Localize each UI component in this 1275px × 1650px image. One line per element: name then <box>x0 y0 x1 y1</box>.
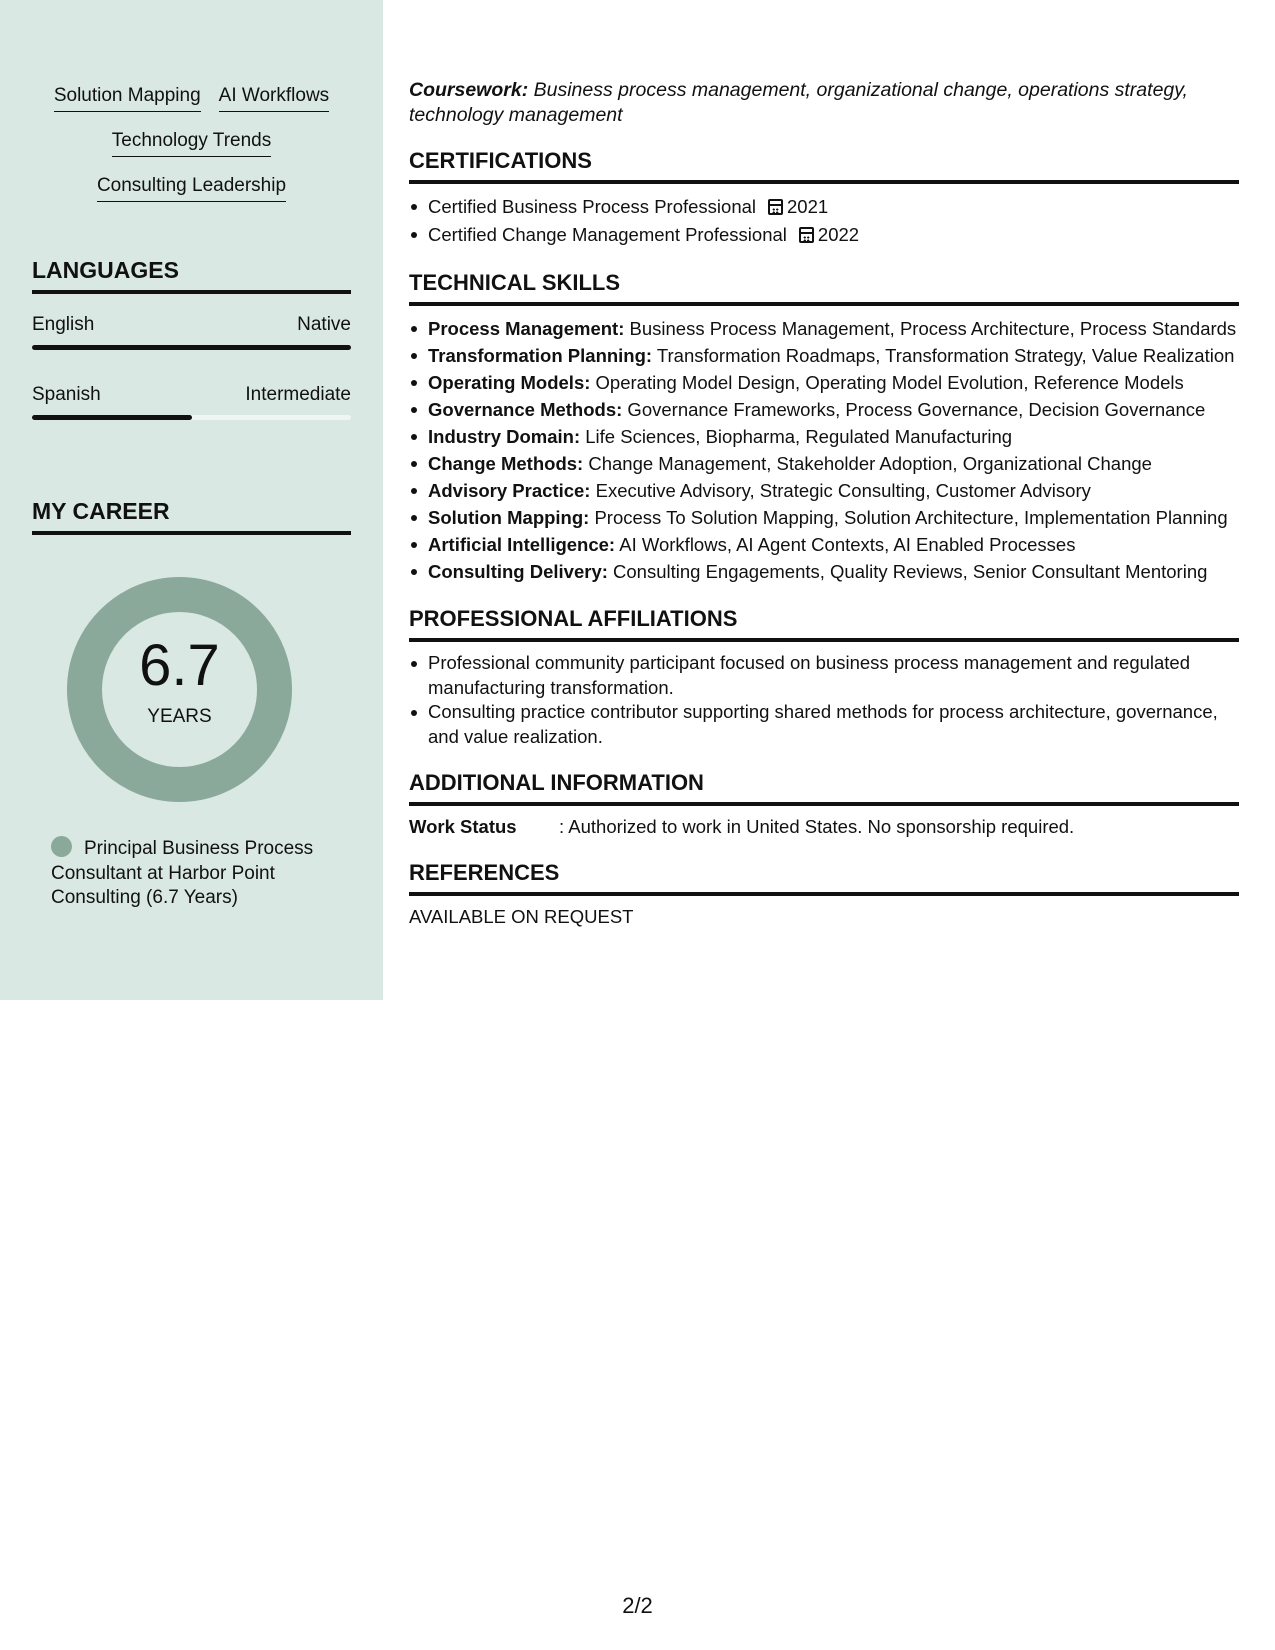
calendar-icon <box>768 199 783 215</box>
career-years-value: 6.7 <box>139 633 220 698</box>
certification-name: Certified Business Process Professional <box>428 196 757 217</box>
language-bar-fill <box>32 345 351 350</box>
references-heading: REFERENCES <box>409 859 1239 896</box>
main-content <box>409 78 1239 929</box>
skill-text: Executive Advisory, Strategic Consulting, Customer Advisory <box>590 480 1091 501</box>
technical-skills-heading: TECHNICAL SKILLS <box>409 269 1239 306</box>
skill-label: Solution Mapping: <box>428 507 590 528</box>
skill-item <box>409 558 1239 585</box>
language-name: Spanish <box>32 384 101 405</box>
skill-item <box>409 477 1239 504</box>
work-status-value: : Authorized to work in United States. No sponsorship required. <box>559 816 1075 837</box>
skill-label: Advisory Practice: <box>428 480 591 501</box>
skill-text: Life Sciences, Biopharma, Regulated Manufacturing <box>580 426 1013 447</box>
language-bar <box>32 415 351 420</box>
skill-text: Business Process Management, Process Architecture, Process Standards <box>624 318 1237 339</box>
calendar-icon <box>799 227 814 243</box>
skill-item <box>409 450 1239 477</box>
coursework <box>409 78 1239 127</box>
work-status-label: Work Status <box>409 816 517 837</box>
language-bar-fill <box>32 415 192 420</box>
skill-item <box>409 423 1239 450</box>
skill-label: Industry Domain: <box>428 426 581 447</box>
affiliations-section <box>409 605 1239 749</box>
additional-info-heading: ADDITIONAL INFORMATION <box>409 769 1239 806</box>
language-level: Native <box>297 314 351 335</box>
additional-info-section <box>409 769 1239 839</box>
certifications-section <box>409 147 1239 249</box>
language-bar <box>32 345 351 350</box>
affiliations-heading: PROFESSIONAL AFFILIATIONS <box>409 605 1239 642</box>
technical-skills-section <box>409 269 1239 585</box>
certification-year: 2022 <box>817 224 860 245</box>
tag: AI Workflows <box>219 84 330 112</box>
page-number: 2/2 <box>622 1593 653 1618</box>
skill-text: Operating Model Design, Operating Model Evolution, Reference Models <box>590 372 1184 393</box>
skill-tags <box>32 84 351 219</box>
career-years-label: YEARS <box>147 706 212 727</box>
references-text: AVAILABLE ON REQUEST <box>409 906 634 927</box>
career-item <box>51 836 341 911</box>
skill-text: AI Workflows, AI Agent Contexts, AI Enabled Processes <box>615 534 1076 555</box>
skill-label: Operating Models: <box>428 372 591 393</box>
skill-label: Change Methods: <box>428 453 584 474</box>
skill-label: Transformation Planning: <box>428 345 653 366</box>
skill-item <box>409 504 1239 531</box>
skill-item <box>409 315 1239 342</box>
affiliation-item: Consulting practice contributor supporting shared methods for process architecture, governance, and value realization. <box>409 700 1239 749</box>
certifications-heading: CERTIFICATIONS <box>409 147 1239 184</box>
certification-name: Certified Change Management Professional <box>428 224 787 245</box>
work-status-row <box>409 815 1239 839</box>
sidebar <box>0 0 383 1000</box>
career-item-text: Principal Business Process Consultant at Harbor Point Consulting (6.7 Years) <box>51 838 314 908</box>
skill-label: Artificial Intelligence: <box>428 534 616 555</box>
affiliation-item: Professional community participant focused on business process management and regulated manufacturing transformation. <box>409 651 1239 700</box>
language-level: Intermediate <box>245 384 351 405</box>
skill-text: Transformation Roadmaps, Transformation Strategy, Value Realization <box>652 345 1235 366</box>
skill-text: Governance Frameworks, Process Governance, Decision Governance <box>622 399 1206 420</box>
references-section <box>409 859 1239 929</box>
language-spanish <box>32 383 351 420</box>
language-english <box>32 313 351 350</box>
language-name: English <box>32 314 95 335</box>
skill-text: Change Management, Stakeholder Adoption, Organizational Change <box>583 453 1152 474</box>
tag: Consulting Leadership <box>97 174 286 202</box>
skill-item <box>409 369 1239 396</box>
certification-item <box>409 221 1239 249</box>
career-heading: MY CAREER <box>32 497 351 535</box>
career-years-donut <box>67 577 292 802</box>
skill-label: Process Management: <box>428 318 625 339</box>
certification-item <box>409 193 1239 221</box>
skill-item <box>409 396 1239 423</box>
languages-heading: LANGUAGES <box>32 256 351 294</box>
skill-text: Process To Solution Mapping, Solution Architecture, Implementation Planning <box>589 507 1228 528</box>
career-bullet-dot <box>51 836 72 857</box>
skill-item <box>409 531 1239 558</box>
certification-year: 2021 <box>787 196 829 217</box>
tag: Solution Mapping <box>54 84 201 112</box>
skill-label: Governance Methods: <box>428 399 623 420</box>
tag: Technology Trends <box>112 129 272 157</box>
skill-item <box>409 342 1239 369</box>
coursework-label: Coursework: <box>409 79 529 101</box>
skill-text: Consulting Engagements, Quality Reviews, Senior Consultant Mentoring <box>607 561 1208 582</box>
skill-label: Consulting Delivery: <box>428 561 608 582</box>
coursework-text: Business process management, organizational change, operations strategy, technology management <box>409 79 1188 126</box>
